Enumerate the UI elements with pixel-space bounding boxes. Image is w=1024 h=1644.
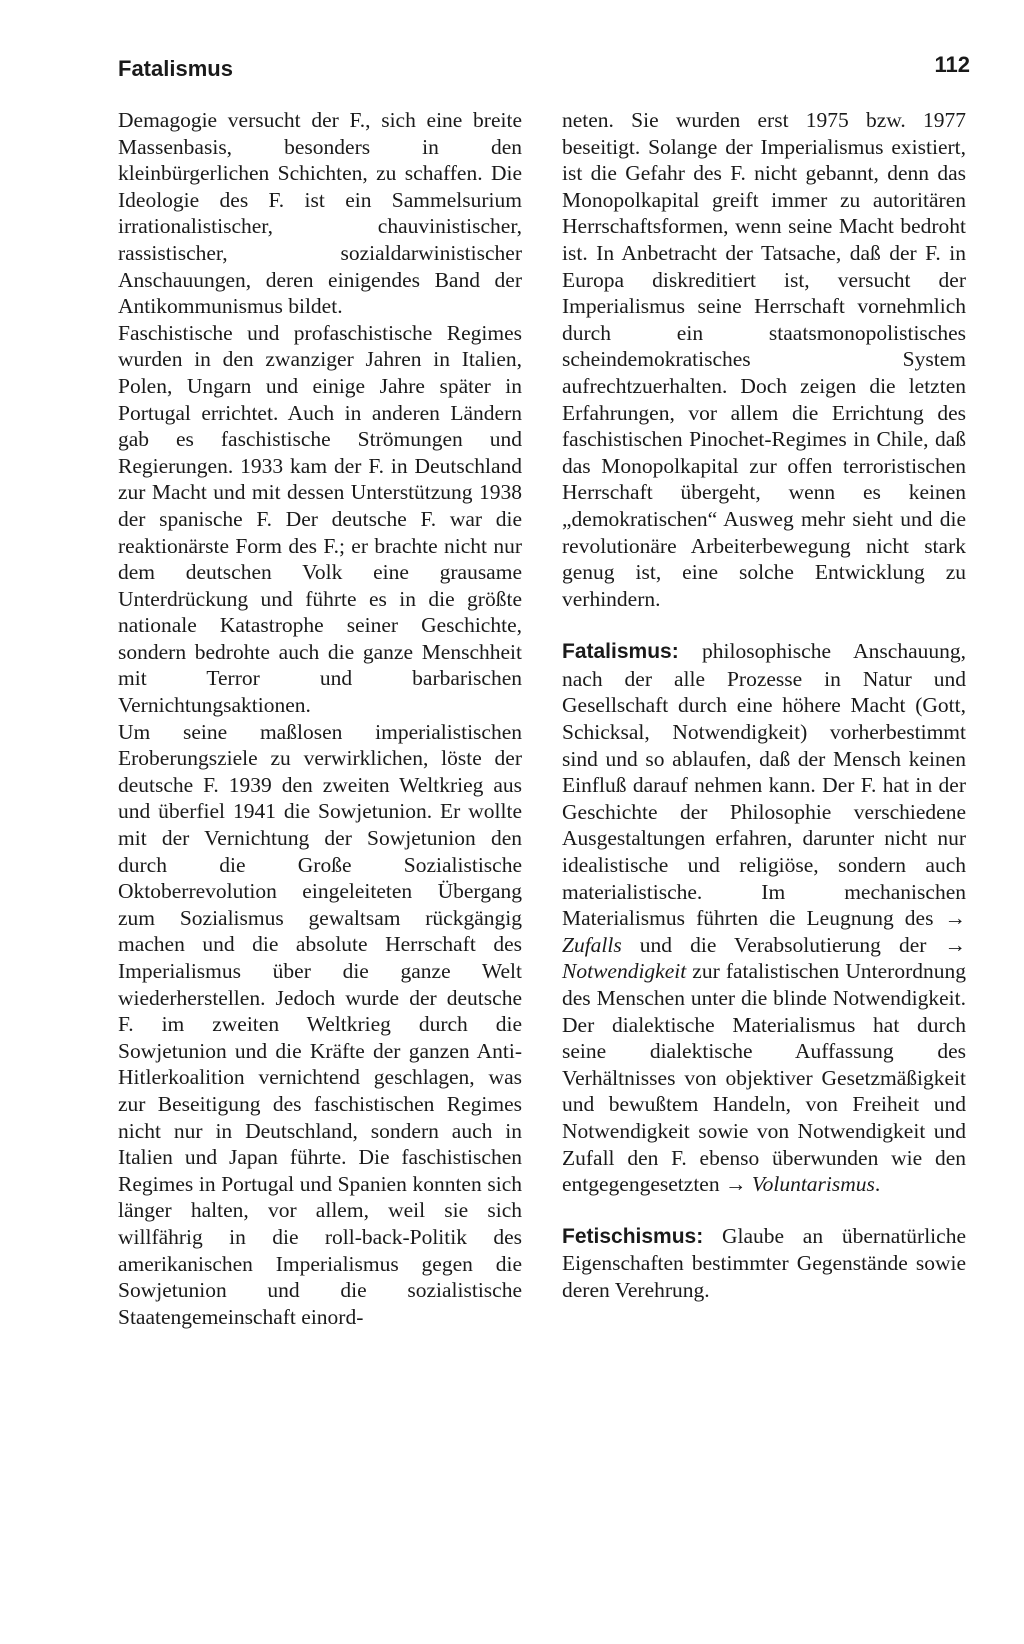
cross-reference-arrow-icon: → xyxy=(944,906,966,931)
cross-reference-voluntarismus[interactable]: Voluntarismus xyxy=(751,1172,875,1197)
entry-fatalismus-text-a: philosophische Anschauung, nach der alle Prozesse in Natur und Gesellschaft durch eine höhere Macht (Gott, Schicksal, Notwendigkeit) vorherbestimmt sind und so ablaufen, daß der Mensch keinen Einfluß darauf nehmen kann. Der F. hat in der Geschichte der Philosophie verschiedene Ausgestaltungen erfahren, darunter nicht nur idealistische und religiöse, sondern auch materialistische. Im mechanischen Materialismus führten die Leugnung des xyxy=(562,639,966,931)
lemma-fatalismus: Fatalismus: xyxy=(562,640,679,664)
entry-fatalismus-text-d: . xyxy=(874,1172,881,1197)
entry-fatalismus-text-c: zur fatalistischen Unterordnung des Menschen unter die blinde Notwendigkeit. Der dialektische Materialismus hat durch seine dialektische Auffassung des Verhältnisses von objektiver Gesetzmäßigkeit und bewußtem Handeln, von Freiheit und Notwendigkeit sowie von Notwendigkeit und Zufall den F. ebenso überwunden wie den entgegengesetzten xyxy=(562,959,966,1197)
running-head xyxy=(118,52,970,92)
entry-fetischismus-text: Glaube an übernatürliche Eigenschaften bestimmter Gegenstände sowie deren Verehrung. xyxy=(562,1223,966,1302)
cross-reference-notwendigkeit[interactable]: Notwendigkeit xyxy=(562,959,687,984)
page-number: 112 xyxy=(934,52,970,77)
entry-fatalismus xyxy=(562,638,966,1197)
paragraph-world-war: Um seine maßlosen imperialistischen Eroberungsziele zu verwirklichen, löste der deutsche F. 1939 den zweiten Weltkrieg aus und überfiel 1941 die Sowjetunion. Er wollte mit der Vernichtung der Sowjetunion den durch die Große Sozialistische Oktoberrevolution eingeleiteten Übergang zum Sozialismus gewaltsam rückgängig machen und die absolute Herrschaft des Imperialismus über die ganze Welt wiederherstellen. Jedoch wurde der deutsche F. im zweiten Weltkrieg durch die Sowjetunion und die Kräfte der ganzen Anti-Hitlerkoalition vernichtend geschlagen, was zur Beseitigung des faschistischen Regimes nicht nur in Deutschland, sondern auch in Italien und Japan führte. Die faschistischen Regimes in Portugal und Spanien konnten sich länger halten, vor allem, weil sie sich willfährig in die roll-back-Politik des amerikanischen Imperialismus gegen die Sowjetunion und die sozialistische Staatengemeinschaft einord- xyxy=(118,719,522,1329)
cross-reference-arrow-icon: → xyxy=(724,1172,752,1197)
entry-fetischismus xyxy=(562,1223,966,1304)
paragraph-fascist-regimes: Faschistische und profaschistische Regimes wurden in den zwanziger Jahren in Italien, Polen, Ungarn und einige Jahre später in Portugal errichtet. Auch in anderen Ländern gab es faschistische Strömungen und Regierungen. 1933 kam der F. in Deutschland zur Macht und mit dessen Unterstützung 1938 der spanische F. Der deutsche F. war die reaktionärste Form des F.; er brachte nicht nur dem deutschen Volk eine grausame Unterdrückung und führte es in die größte nationale Katastrophe seiner Geschichte, sondern bedrohte auch die ganze Menschheit mit Terror und barbarischen Vernichtungsaktionen. xyxy=(118,320,522,718)
left-column xyxy=(118,107,522,1330)
running-head-title: Fatalismus xyxy=(118,56,233,81)
paragraph-continuation: neten. Sie wurden erst 1975 bzw. 1977 beseitigt. Solange der Imperialismus existiert, ist die Gefahr des F. nicht gebannt, denn das Monopolkapital greift immer zu autoritären Herrschaftsformen, wenn seine Macht bedroht ist. In Anbetracht der Tatsache, daß der F. in Europa diskreditiert ist, versucht der Imperialismus seine Herrschaft vornehmlich durch ein staatsmonopolistisches scheindemokratisches System aufrechtzuerhalten. Doch zeigen die letzten Erfahrungen, vor allem die Errichtung des faschistischen Pinochet-Regimes in Chile, daß das Monopolkapital zur offen terroristischen Herrschaft übergeht, wenn es keinen „demokratischen“ Ausweg mehr sieht und die revolutionäre Arbeiterbewegung nicht stark genug ist, eine solche Entwicklung zu verhindern. xyxy=(562,108,966,611)
cross-reference-zufalls[interactable]: Zufalls xyxy=(562,932,622,957)
paragraph-fascism-ideology: Demagogie versucht der F., sich eine breite Massenbasis, besonders in den kleinbürgerlichen Schichten, zu schaffen. Die Ideologie des F. ist ein Sammelsurium irrationalistischer, chauvinistischer, rassistischer, sozialdarwinistischer Anschauungen, deren einigendes Band der Antikommunismus bildet. xyxy=(118,108,522,319)
right-column xyxy=(562,107,966,1304)
entry-fatalismus-text-b: und die Verabsolutierung der xyxy=(621,932,945,957)
cross-reference-arrow-icon: → xyxy=(944,932,966,957)
lemma-fetischismus: Fetischismus: xyxy=(562,1224,704,1248)
